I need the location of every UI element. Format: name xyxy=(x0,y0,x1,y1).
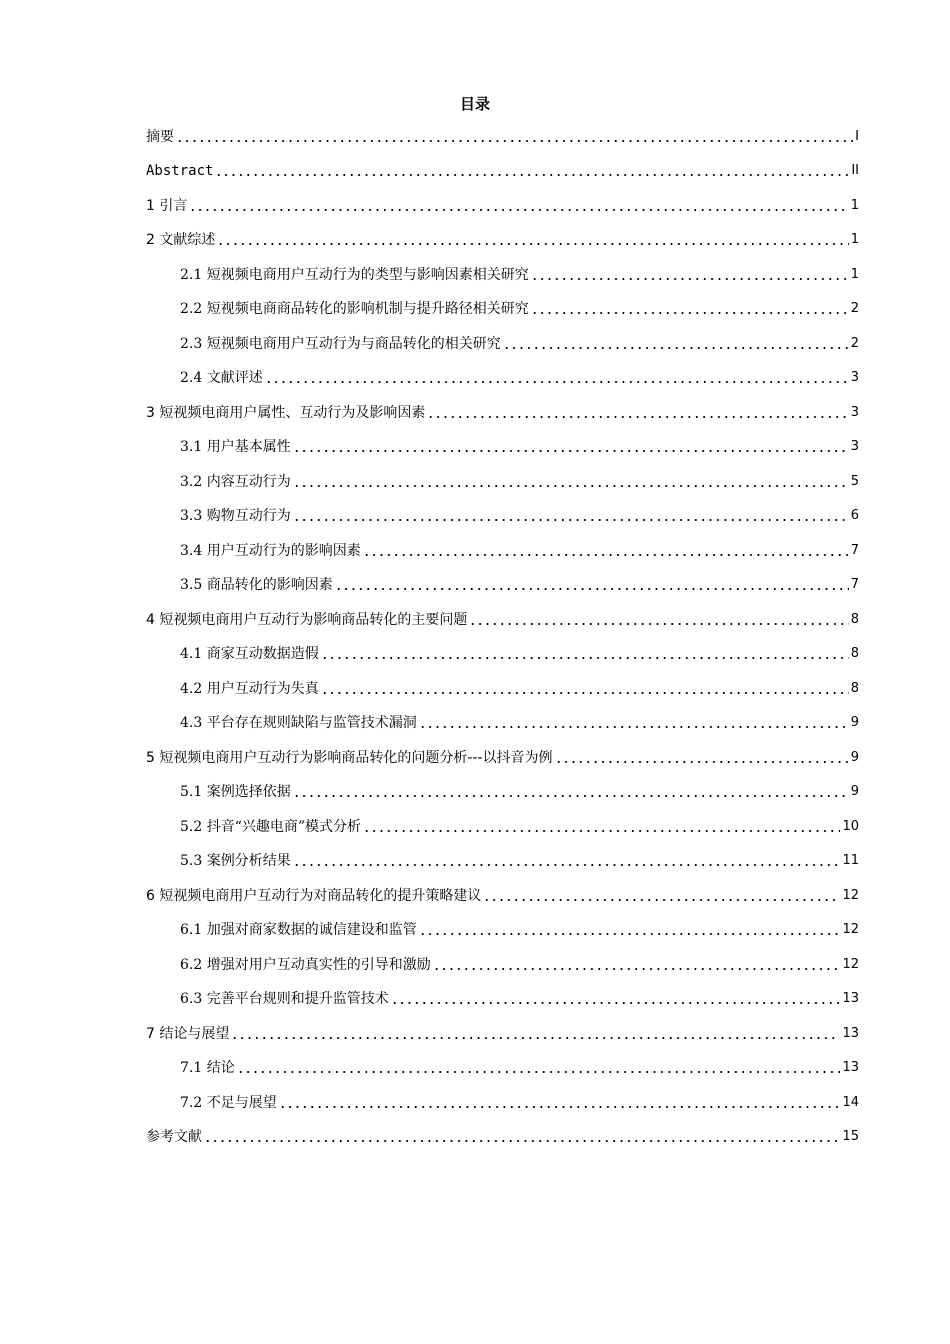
dot-leader xyxy=(293,474,849,488)
toc-entry-label: 7.1 结论 xyxy=(180,1060,235,1076)
dot-leader xyxy=(483,888,840,902)
toc-entry-label: 4.3 平台存在规则缺陷与监管技术漏洞 xyxy=(180,715,417,731)
toc-entry-page-number: 3 xyxy=(850,439,859,454)
toc-subsection-entry[interactable] xyxy=(146,566,859,601)
dot-leader xyxy=(293,439,849,453)
dot-leader xyxy=(531,267,849,281)
dot-leader xyxy=(293,784,849,798)
toc-subsection-entry[interactable] xyxy=(146,635,859,670)
toc-entry-label: 2.2 短视频电商商品转化的影响机制与提升路径相关研究 xyxy=(180,301,529,317)
toc-entry-page-number: 9 xyxy=(850,749,859,765)
toc-entry-label: 5.1 案例选择依据 xyxy=(180,784,291,800)
toc-subsection-entry[interactable] xyxy=(146,255,859,290)
dot-leader xyxy=(419,715,849,729)
toc-entry-page-number: 12 xyxy=(842,922,859,937)
toc-entry-page-number: 9 xyxy=(850,715,859,730)
toc-entry-label: 3 短视频电商用户属性、互动行为及影响因素 xyxy=(146,404,426,421)
dot-leader xyxy=(363,543,849,557)
toc-entry-label: 3.5 商品转化的影响因素 xyxy=(180,577,333,593)
toc-subsection-entry[interactable] xyxy=(146,324,859,359)
dot-leader xyxy=(279,1095,841,1109)
toc-entry-label: Abstract xyxy=(146,163,214,179)
toc-subsection-entry[interactable] xyxy=(146,842,859,877)
toc-section-entry[interactable] xyxy=(146,738,859,773)
dot-leader xyxy=(265,370,849,384)
toc-subsection-entry[interactable] xyxy=(146,428,859,463)
toc-section-entry[interactable] xyxy=(146,186,859,221)
toc-entry-page-number: 7 xyxy=(850,577,859,592)
toc-entry-page-number: 5 xyxy=(850,473,859,489)
dot-leader xyxy=(176,129,853,143)
dot-leader xyxy=(427,405,848,419)
toc-subsection-entry[interactable] xyxy=(146,669,859,704)
toc-section-entry[interactable] xyxy=(146,117,859,152)
toc-entry-label: 2.1 短视频电商用户互动行为的类型与影响因素相关研究 xyxy=(180,266,529,283)
toc-entry-label: 6.3 完善平台规则和提升监管技术 xyxy=(180,991,389,1007)
dot-leader xyxy=(363,819,840,833)
toc-entry-label: 2.4 文献评述 xyxy=(180,370,263,386)
toc-entry-label: 4.1 商家互动数据造假 xyxy=(180,646,319,662)
dot-leader xyxy=(555,750,849,764)
toc-section-entry[interactable] xyxy=(146,393,859,428)
toc-section-entry[interactable] xyxy=(146,1014,859,1049)
toc-entry-page-number: 8 xyxy=(850,611,859,627)
dot-leader xyxy=(391,991,841,1005)
dot-leader xyxy=(189,198,848,212)
toc-entry-label: 3.1 用户基本属性 xyxy=(180,439,291,455)
toc-entry-page-number: 1 xyxy=(850,232,859,247)
toc-entry-label: 6 短视频电商用户互动行为对商品转化的提升策略建议 xyxy=(146,887,482,904)
toc-subsection-entry[interactable] xyxy=(146,945,859,980)
toc-entry-page-number: I xyxy=(855,128,859,144)
toc-subsection-entry[interactable] xyxy=(146,807,859,842)
dot-leader xyxy=(321,646,849,660)
toc-entry-label: 3.4 用户互动行为的影响因素 xyxy=(180,542,361,559)
toc-entry-page-number: 1 xyxy=(850,197,859,213)
dot-leader xyxy=(419,922,841,936)
dot-leader xyxy=(469,612,848,626)
dot-leader xyxy=(231,1026,840,1040)
dot-leader xyxy=(433,957,841,971)
toc-entry-label: 2 文献综述 xyxy=(146,232,216,248)
toc-entry-label: 2.3 短视频电商用户互动行为与商品转化的相关研究 xyxy=(180,335,501,352)
toc-entry-page-number: 12 xyxy=(842,887,859,903)
toc-entry-page-number: 9 xyxy=(850,784,859,799)
toc-section-entry[interactable] xyxy=(146,1118,859,1153)
toc-entry-page-number: 10 xyxy=(842,818,859,834)
toc-entry-label: 6.1 加强对商家数据的诚信建设和监管 xyxy=(180,922,417,938)
toc-subsection-entry[interactable] xyxy=(146,531,859,566)
toc-subsection-entry[interactable] xyxy=(146,1049,859,1084)
toc-entry-page-number: 11 xyxy=(842,853,859,868)
dot-leader xyxy=(215,163,849,177)
dot-leader xyxy=(204,1129,840,1143)
toc-entry-page-number: 3 xyxy=(850,370,859,385)
toc-entry-label: 5.2 抖音“兴趣电商”模式分析 xyxy=(180,818,362,835)
toc-entry-label: 7.2 不足与展望 xyxy=(180,1094,277,1111)
toc-entry-page-number: 7 xyxy=(850,542,859,558)
toc-subsection-entry[interactable] xyxy=(146,290,859,325)
toc-subsection-entry[interactable] xyxy=(146,1083,859,1118)
toc-subsection-entry[interactable] xyxy=(146,911,859,946)
toc-section-entry[interactable] xyxy=(146,876,859,911)
toc-entry-page-number: 15 xyxy=(842,1129,859,1144)
toc-subsection-entry[interactable] xyxy=(146,980,859,1015)
toc-entry-label: 摘要 xyxy=(146,128,174,145)
toc-entry-page-number: 12 xyxy=(842,956,859,972)
dot-leader xyxy=(531,301,849,315)
toc-entry-page-number: 6 xyxy=(850,508,859,523)
toc-subsection-entry[interactable] xyxy=(146,359,859,394)
toc-entry-page-number: 3 xyxy=(850,404,859,420)
dot-leader xyxy=(293,508,849,522)
dot-leader xyxy=(503,336,849,350)
toc-entry-page-number: 8 xyxy=(850,646,859,661)
toc-entry-label: 3.2 内容互动行为 xyxy=(180,473,291,490)
toc-entry-page-number: 8 xyxy=(850,680,859,696)
dot-leader xyxy=(321,681,849,695)
toc-entry-label: 5 短视频电商用户互动行为影响商品转化的问题分析---以抖音为例 xyxy=(146,749,553,766)
toc-entry-page-number: 2 xyxy=(850,335,859,351)
toc-entry-page-number: 14 xyxy=(842,1094,859,1110)
toc-entry-label: 3.3 购物互动行为 xyxy=(180,508,291,524)
dot-leader xyxy=(293,853,841,867)
toc-entry-page-number: 13 xyxy=(842,1060,859,1075)
toc-entry-page-number: 13 xyxy=(842,1025,859,1041)
toc-entry-page-number: 13 xyxy=(842,991,859,1006)
toc-section-entry[interactable] xyxy=(146,152,859,187)
toc-title: 目录 xyxy=(459,95,490,113)
dot-leader xyxy=(237,1060,841,1074)
toc-subsection-entry[interactable] xyxy=(146,462,859,497)
toc-entry-label: 4.2 用户互动行为失真 xyxy=(180,680,319,697)
toc-subsection-entry[interactable] xyxy=(146,773,859,808)
toc-entry-label: 5.3 案例分析结果 xyxy=(180,853,291,869)
toc-entry-label: 参考文献 xyxy=(146,1129,202,1145)
toc-entry-label: 6.2 增强对用户互动真实性的引导和激励 xyxy=(180,956,431,973)
toc-entry-label: 4 短视频电商用户互动行为影响商品转化的主要问题 xyxy=(146,611,468,628)
dot-leader xyxy=(335,577,849,591)
toc-section-entry[interactable] xyxy=(146,221,859,256)
toc-entry-page-number: II xyxy=(851,163,859,178)
toc-entry-label: 1 引言 xyxy=(146,197,188,214)
toc-list xyxy=(146,117,859,1152)
dot-leader xyxy=(217,232,848,246)
toc-section-entry[interactable] xyxy=(146,600,859,635)
toc-entry-page-number: 1 xyxy=(850,266,859,282)
toc-entry-page-number: 2 xyxy=(850,301,859,316)
toc-subsection-entry[interactable] xyxy=(146,497,859,532)
toc-subsection-entry[interactable] xyxy=(146,704,859,739)
toc-entry-label: 7 结论与展望 xyxy=(146,1025,230,1042)
